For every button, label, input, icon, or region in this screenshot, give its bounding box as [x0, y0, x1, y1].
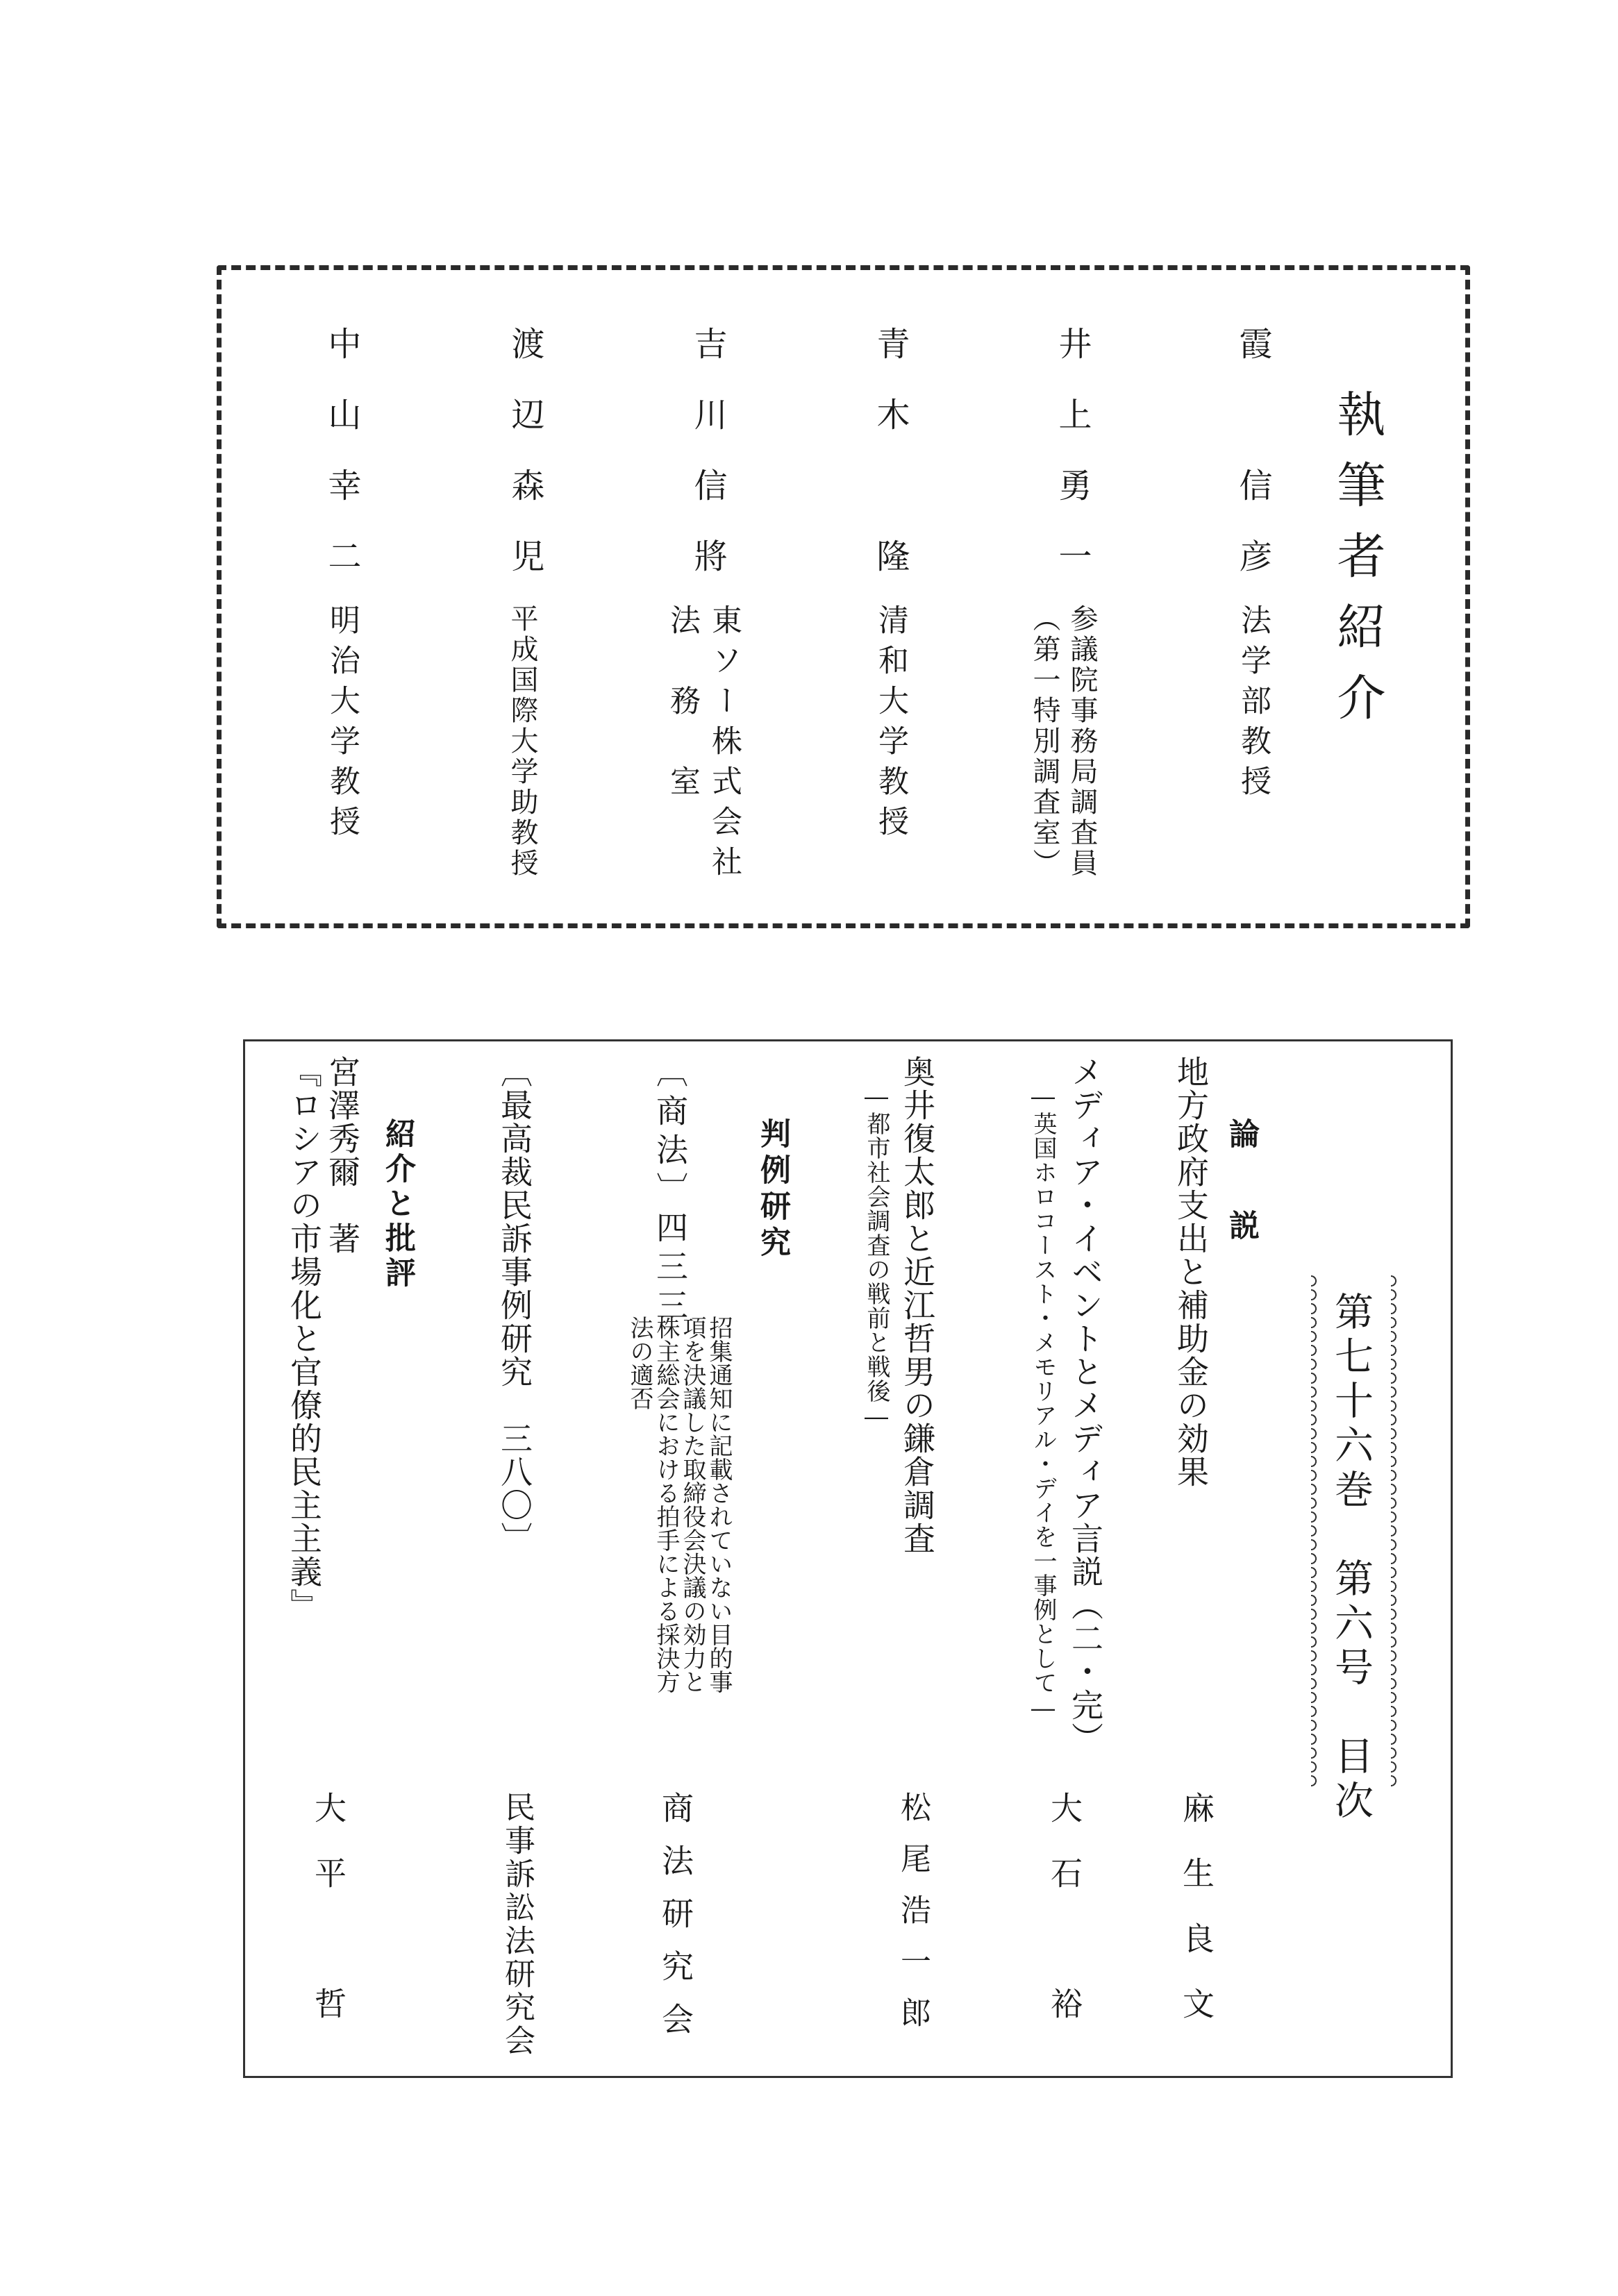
article-title: 奥井復太郎と近江哲男の鎌倉調査 [899, 1055, 936, 1555]
contributor-name: 中山幸二 [322, 326, 361, 610]
toc-box [243, 1039, 1453, 2078]
article-note-line1: 招集通知に記載されていない目的事 [705, 1316, 733, 1693]
article-title-line2: 『ロシアの市場化と官僚的民主主義』 [285, 1055, 323, 1622]
article-author: 麻生良文 [1178, 1791, 1215, 2052]
article-title-line1: 宮澤秀爾 著 [324, 1055, 361, 1255]
contributor-affiliation-line1: 参議院事務局調査員 [1066, 604, 1098, 879]
contributor-name: 井上勇一 [1053, 326, 1092, 610]
contributor-name: 吉川信將 [688, 326, 727, 610]
article-author: 民事訴訟法研究会 [499, 1791, 535, 2058]
article-title: メディア・イベントとメディア言説（二・完） [1067, 1055, 1104, 1755]
wavy-rule-right [1391, 1274, 1402, 1788]
volume-title: 第七十六巻 第六号 目次 [1328, 1291, 1374, 1825]
article-title: 〔最高裁民訴事例研究 三八〇〕 [496, 1055, 533, 1555]
article-author: 商法研究会 [657, 1791, 694, 2055]
contributor-affiliation-line2: （第一特別調査室） [1028, 604, 1060, 879]
contributor-affiliation: 清和大学教授 [873, 604, 908, 846]
section-heading-ronsetsu: 論 説 [1224, 1118, 1259, 1255]
contributor-affiliation-line1: 東ソー株式会社 [706, 604, 742, 886]
section-heading-shokai: 紹介と批評 [380, 1118, 415, 1291]
contributors-title: 執筆者紹介 [1329, 389, 1386, 743]
section-heading-hanrei: 判例研究 [755, 1118, 790, 1262]
wavy-rule-left [1311, 1274, 1322, 1788]
article-author: 松尾浩一郎 [895, 1791, 931, 2048]
contributor-name: 霞 信彦 [1233, 326, 1272, 610]
article-note-line2: 項を決議した取締役会決議の効力と [678, 1316, 706, 1693]
article-title: 〔商法〕四三三 [651, 1055, 689, 1327]
article-author: 大石 裕 [1046, 1791, 1083, 2052]
article-author: 大平 哲 [310, 1791, 347, 2052]
article-subtitle: ―英国ホロコースト・メモリアル・デイを一事例として― [1029, 1083, 1057, 1723]
article-note-line3: 株主総会における拍手による採決方 [652, 1316, 680, 1693]
article-title: 地方政府支出と補助金の効果 [1172, 1055, 1210, 1489]
article-subtitle: ―都市社会調査の戦前と戦後― [862, 1083, 890, 1432]
contributors-box [217, 265, 1470, 928]
contributor-affiliation: 平成国際大学助教授 [506, 604, 538, 879]
contributor-name: 青木 隆 [871, 326, 910, 610]
article-note-line4: 法の適否 [626, 1316, 653, 1410]
contributor-affiliation: 法学部教授 [1235, 604, 1271, 805]
contributor-name: 渡辺森児 [506, 326, 544, 610]
contributor-affiliation-line2: 法 務 室 [665, 604, 700, 805]
contributor-affiliation: 明治大学教授 [324, 604, 360, 846]
